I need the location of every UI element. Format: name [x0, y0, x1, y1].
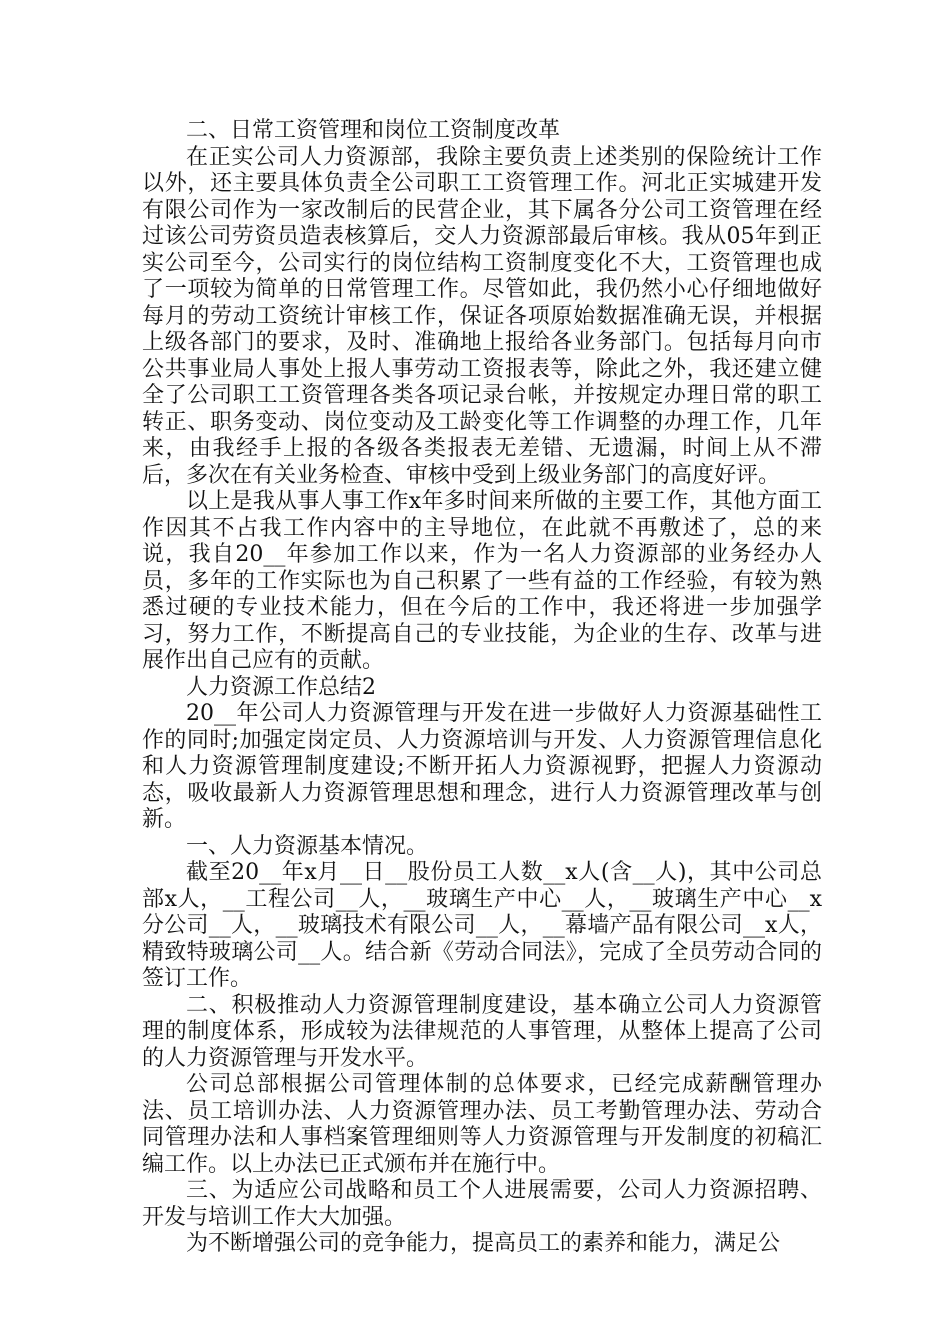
paragraph-wage-management-work: 在正实公司人力资源部，我除主要负责上述类别的保险统计工作以外，还主要具体负责全公司职工工资管理工作。河北正实城建开发有限公司作为一家改制后的民营企业，其下属各分公司工资管理在经过该公司劳资员造表核算后，交人力资源部最后审核。我从05年到正实公司至今，公司实行的岗位结构工资制度变化不大，工资管理也成了一项较为简单的日常管理工作。尽管如此，我仍然小心仔细地做好每月的劳动工资统计审核工作，保证各项原始数据准确无误，并根据上级各部门的要求，及时、准确地上报给各业务部门。包括每月向市公共事业局人事处上报人事劳动工资报表等，除此之外，我还建立健全了公司职工工资管理各类各项记录台帐，并按规定办理日常的职工转正、职务变动、岗位变动及工龄变化等工作调整的办理工作，几年来，由我经手上报的各级各类报表无差错、无遗漏，时间上从不滞后，多次在有关业务检查、审核中受到上级业务部门的高度好评。	[142, 144, 822, 488]
paragraph-competitiveness: 为不断增强公司的竞争能力，提高员工的素养和能力，满足公	[186, 1231, 781, 1256]
document-body	[142, 118, 822, 1258]
paragraph-hr-system-construction: 二、积极推动人力资源管理制度建设，基本确立公司人力资源管理的制度体系，形成较为法律规范的人事管理，从整体上提高了公司的人力资源管理与开发水平。	[142, 992, 822, 1071]
section-heading-daily-wage-management: 二、日常工资管理和岗位工资制度改革	[186, 118, 561, 143]
paragraph-employee-headcount: 截至20__年x月__日__股份员工人数__x人(含__人)，其中公司总部x人，__工程公司__人，__玻璃生产中心__人，__玻璃生产中心__x分公司__人，__玻璃技术有限公司__人，__幕墙产品有限公司__x人，精致特玻璃公司__人。结合新《劳动合同法》，完成了全员劳动合同的签订工作。	[142, 860, 822, 991]
section-heading-hr-basic-situation: 一、人力资源基本情况。	[186, 833, 429, 859]
paragraph-hr-development-overview: 20__年公司人力资源管理与开发在进一步做好人力资源基础性工作的同时;加强定岗定员、人力资源培训与开发、人力资源管理信息化和人力资源管理制度建设;不断开拓人力资源视野，把握人力资源动态，吸收最新人力资源管理思想和理念，进行人力资源管理改革与创新。	[142, 701, 822, 832]
section-heading-hr-summary-2: 人力资源工作总结2	[186, 674, 376, 700]
paragraph-headquarters-policies: 公司总部根据公司管理体制的总体要求，已经完成薪酬管理办法、员工培训办法、人力资源管理办法、员工考勤管理办法、劳动合同管理办法和人事档案管理细则等人力资源管理与开发制度的初稿汇编工作。以上办法已正式颁布并在施行中。	[142, 1072, 822, 1177]
paragraph-summary-conclusion: 以上是我从事人事工作x年多时间来所做的主要工作，其他方面工作因其不占我工作内容中的主导地位，在此就不再敷述了，总的来说，我自20__年参加工作以来，作为一名人力资源部的业务经办人员，多年的工作实际也为自己积累了一些有益的工作经验，有较为熟悉过硬的专业技术能力，但在今后的工作中，我还将进一步加强学习，努力工作，不断提高自己的专业技能，为企业的生存、改革与进展作出自己应有的贡献。	[142, 489, 822, 673]
paragraph-recruitment-training: 三、为适应公司战略和员工个人进展需要，公司人力资源招聘、开发与培训工作大大加强。	[142, 1178, 822, 1230]
